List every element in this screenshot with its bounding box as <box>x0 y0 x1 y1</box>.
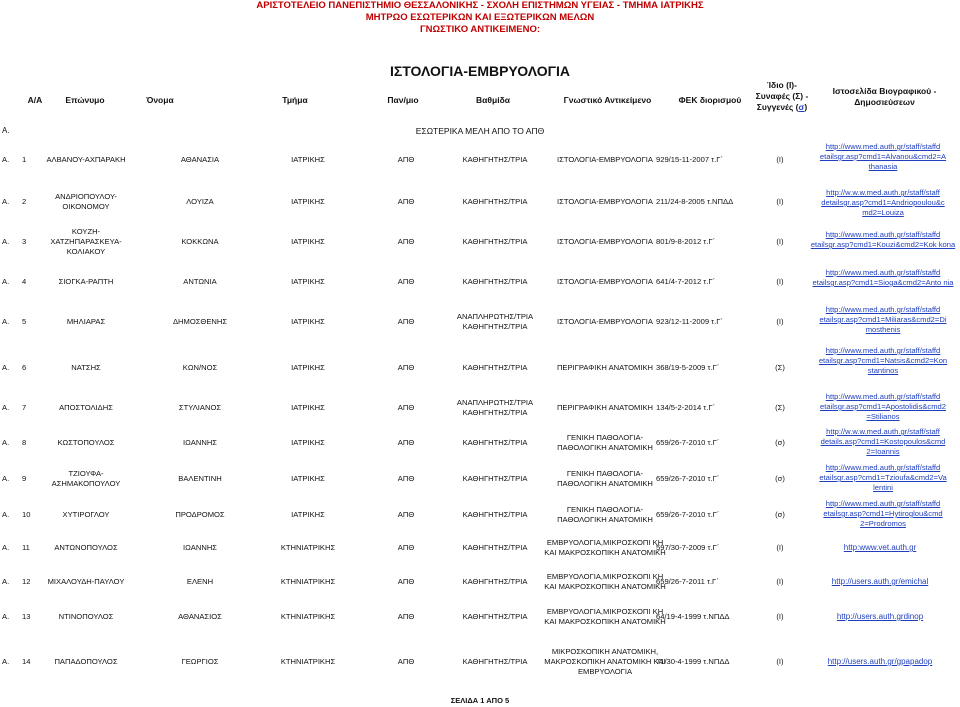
cell-surname: ΑΛΒΑΝΟΥ-ΑΧΠΑΡΑΚΗ <box>46 155 126 164</box>
cell-surname: ΝΑΤΣΗΣ <box>71 363 101 372</box>
cell-cat: Α. <box>2 543 10 552</box>
cell-name: ΑΝΤΩΝΙΑ <box>183 277 217 286</box>
cell-surname: ΑΝΔΡΙΟΠΟΥΛΟΥ-ΟΙΚΟΝΟΜΟΥ <box>55 192 117 211</box>
cell-name: ΔΗΜΟΣΘΕΝΗΣ <box>172 317 228 326</box>
bio-link[interactable]: http://www.med.auth.gr/staff/staffd etailsgr.asp?cmd1=Apostolidis&cmd2 =Stilianos <box>820 392 946 421</box>
cell-subject: ΓΕΝΙΚΗ ΠΑΘΟΛΟΓΙΑ-ΠΑΘΟΛΟΓΙΚΗ ΑΝΑΤΟΜΙΚΗ <box>557 433 653 452</box>
cell-n: 9 <box>22 474 27 483</box>
cell-dept: ΙΑΤΡΙΚΗΣ <box>291 474 325 483</box>
cell-subject: ΕΜΒΡΥΟΛΟΓΙΑ,ΜΙΚΡΟΣΚΟΠΙ ΚΗ ΚΑΙ ΜΑΚΡΟΣΚΟΠΙΚΗ ΑΝΑΤΟΜΙΚΗ <box>544 607 666 626</box>
cell-subject: ΓΕΝΙΚΗ ΠΑΘΟΛΟΓΙΑ-ΠΑΘΟΛΟΓΙΚΗ ΑΝΑΤΟΜΙΚΗ <box>557 505 653 524</box>
col-relation-line3 <box>752 102 812 113</box>
cell-rel: (Ι) <box>776 277 784 286</box>
cell-univ: ΑΠΘ <box>397 403 415 412</box>
cell-univ: ΑΠΘ <box>397 317 415 326</box>
cell-rank: ΚΑΘΗΓΗΤΗΣ/ΤΡΙΑ <box>462 612 528 621</box>
bio-link[interactable]: http://www.med.auth.gr/staff/staffd etailsgr.asp?cmd1=Hytiroglou&cmd 2=Prodromos <box>823 499 943 528</box>
col-website-line1: Ιστοσελίδα Βιογραφικού - <box>832 86 937 96</box>
cell-dept: ΙΑΤΡΙΚΗΣ <box>291 363 325 372</box>
cell-fek: 71/30-4-1999 τ.ΝΠΔΔ <box>656 657 730 666</box>
cell-univ: ΑΠΘ <box>397 363 415 372</box>
cell-dept: ΙΑΤΡΙΚΗΣ <box>291 510 325 519</box>
cell-n: 13 <box>22 612 31 621</box>
cell-rank: ΚΑΘΗΓΗΤΗΣ/ΤΡΙΑ <box>462 577 528 586</box>
cell-dept: ΙΑΤΡΙΚΗΣ <box>291 438 325 447</box>
bio-link[interactable]: http://www.med.auth.gr/staff/staffd etailsgr.asp?cmd1=Kouzi&cmd2=Kok kona <box>810 230 956 249</box>
cell-cat: Α. <box>2 612 10 621</box>
bio-link[interactable]: http://www.med.auth.gr/staff/staffd etailsgr.asp?cmd1=Alvanou&cmd2=A thanasia <box>819 142 947 171</box>
cell-rank: ΚΑΘΗΓΗΤΗΣ/ΤΡΙΑ <box>462 657 528 666</box>
cell-fek: 923/12-11-2009 τ.Γ΄ <box>656 317 723 326</box>
cell-subject: ΙΣΤΟΛΟΓΙΑ-ΕΜΒΡΥΟΛΟΓΙΑ <box>557 317 653 326</box>
col-fek: ΦΕΚ διορισμού <box>678 95 742 105</box>
cell-rel: (Σ) <box>775 403 785 412</box>
col-rank: Βαθμίδα <box>476 95 510 105</box>
cell-subject: ΙΣΤΟΛΟΓΙΑ-ΕΜΒΡΥΟΛΟΓΙΑ <box>557 197 653 206</box>
cell-univ: ΑΠΘ <box>397 277 415 286</box>
cell-n: 3 <box>22 237 27 246</box>
cell-surname: ΠΑΠΑΔΟΠΟΥΛΟΣ <box>54 657 118 666</box>
cell-n: 6 <box>22 363 27 372</box>
bio-link[interactable]: http://users.auth.gr/emichal <box>831 577 929 586</box>
cell-subject: ΠΕΡΙΓΡΑΦΙΚΗ ΑΝΑΤΟΜΙΚΗ <box>556 403 654 412</box>
cell-name: ΒΑΛΕΝΤΙΝΗ <box>178 474 222 483</box>
page-footer: ΣΕΛΙΔΑ 1 ΑΠΟ 5 <box>450 696 510 705</box>
cell-name: ΛΟΥΙΖΑ <box>186 197 214 206</box>
cell-rel: (Ι) <box>776 237 784 246</box>
cell-surname: ΑΝΤΩΝΟΠΟΥΛΟΣ <box>54 543 118 552</box>
cell-univ: ΑΠΘ <box>397 474 415 483</box>
cell-rank: ΚΑΘΗΓΗΤΗΣ/ΤΡΙΑ <box>462 237 528 246</box>
cell-surname: ΜΗΛΙΑΡΑΣ <box>66 317 106 326</box>
cell-dept: ΙΑΤΡΙΚΗΣ <box>291 155 325 164</box>
cell-name: ΓΕΩΡΓΙΟΣ <box>181 657 219 666</box>
cell-surname: ΧΥΤΙΡΟΓΛΟΥ <box>62 510 110 519</box>
cell-rank: ΚΑΘΗΓΗΤΗΣ/ΤΡΙΑ <box>462 543 528 552</box>
bio-link[interactable]: http://www.med.auth.gr/staff/staffd etailsgr.asp?cmd1=Tzioufa&cmd2=Va lentini <box>819 463 947 492</box>
cell-name: ΣΤΥΛΙΑΝΟΣ <box>178 403 222 412</box>
cell-univ: ΑΠΘ <box>397 237 415 246</box>
cell-rel: (Ι) <box>776 543 784 552</box>
col-relation <box>752 80 812 113</box>
section-title: ΕΣΩΤΕΡΙΚΑ ΜΕΛΗ ΑΠΟ ΤΟ ΑΠΘ <box>415 126 545 136</box>
cell-univ: ΑΠΘ <box>397 438 415 447</box>
cell-subject: ΕΜΒΡΥΟΛΟΓΙΑ,ΜΙΚΡΟΣΚΟΠΙ ΚΗ ΚΑΙ ΜΑΚΡΟΣΚΟΠΙΚΗ ΑΝΑΤΟΜΙΚΗ <box>544 538 666 557</box>
cell-n: 2 <box>22 197 27 206</box>
cell-n: 14 <box>22 657 31 666</box>
col-subject: Γνωστικό Αντικείμενο <box>563 95 652 105</box>
cell-rank: ΚΑΘΗΓΗΤΗΣ/ΤΡΙΑ <box>462 510 528 519</box>
bio-link[interactable]: http://users.auth.grdinop <box>836 612 924 621</box>
cell-cat: Α. <box>2 237 10 246</box>
cell-surname: ΚΩΣΤΟΠΟΥΛΟΣ <box>57 438 115 447</box>
cell-name: ΑΘΑΝΑΣΙΟΣ <box>178 612 222 621</box>
cell-surname: ΑΠΟΣΤΟΛΙΔΗΣ <box>59 403 113 412</box>
cell-cat: Α. <box>2 577 10 586</box>
cell-rank: ΑΝΑΠΛΗΡΩΤΗΣ/ΤΡΙΑ ΚΑΘΗΓΗΤΗΣ/ΤΡΙΑ <box>456 312 534 331</box>
col-aa: Α/Α <box>27 95 43 105</box>
cell-univ: ΑΠΘ <box>397 657 415 666</box>
cell-rel: (σ) <box>775 474 785 483</box>
bio-link[interactable]: http://w.w.w.med.auth.gr/staff/staff detailsgr.asp?cmd1=Andriopoulou&c md2=Louiza <box>821 188 945 217</box>
bio-link[interactable]: http://w.w.w.med.auth.gr/staff/staff details.asp?cmd1=Kostopoulos&cmd 2=Ioannis <box>820 427 946 456</box>
cell-n: 1 <box>22 155 27 164</box>
cell-cat: Α. <box>2 474 10 483</box>
document-title: ΙΣΤΟΛΟΓΙΑ-ΕΜΒΡΥΟΛΟΓΙΑ <box>389 63 571 79</box>
cell-fek: 134/5-2-2014 τ.Γ΄ <box>656 403 716 412</box>
col-relation-line1: Ίδιο (Ι)- <box>767 80 797 90</box>
cell-dept: ΙΑΤΡΙΚΗΣ <box>291 317 325 326</box>
cell-fek: 641/4-7-2012 τ.Γ΄ <box>656 277 716 286</box>
cell-rel: (σ) <box>775 510 785 519</box>
cell-subject: ΠΕΡΙΓΡΑΦΙΚΗ ΑΝΑΤΟΜΙΚΗ <box>556 363 654 372</box>
cell-univ: ΑΠΘ <box>397 612 415 621</box>
cell-fek: 64/19-4-1999 τ.ΝΠΔΔ <box>656 612 730 621</box>
cell-rel: (Ι) <box>776 155 784 164</box>
cell-univ: ΑΠΘ <box>397 155 415 164</box>
cell-rel: (Σ) <box>775 363 785 372</box>
bio-link[interactable]: http://www.med.auth.gr/staff/staffd etailsgr.asp?cmd1=Sioga&cmd2=Anto nia <box>812 268 954 287</box>
cell-rank: ΑΝΑΠΛΗΡΩΤΗΣ/ΤΡΙΑ ΚΑΘΗΓΗΤΗΣ/ΤΡΙΑ <box>456 398 534 417</box>
cell-surname: ΤΖΙΟΥΦΑ-ΑΣΗΜΑΚΟΠΟΥΛΟΥ <box>51 469 121 488</box>
cell-rel: (Ι) <box>776 197 784 206</box>
cell-name: ΑΘΑΝΑΣΙΑ <box>180 155 220 164</box>
cell-rel: (Ι) <box>776 317 784 326</box>
cell-rank: ΚΑΘΗΓΗΤΗΣ/ΤΡΙΑ <box>462 438 528 447</box>
cell-dept: ΚΤΗΝΙΑΤΡΙΚΗΣ <box>280 577 336 586</box>
col-relation-sym: σ <box>798 102 805 112</box>
col-website <box>812 86 957 108</box>
cell-rel: (Ι) <box>776 577 784 586</box>
col-website-line2: Δημοσιεύσεων <box>854 97 915 107</box>
cell-univ: ΑΠΘ <box>397 577 415 586</box>
cell-rank: ΚΑΘΗΓΗΤΗΣ/ΤΡΙΑ <box>462 474 528 483</box>
cell-cat: Α. <box>2 155 10 164</box>
cell-name: ΙΩΑΝΝΗΣ <box>183 543 217 552</box>
bio-link[interactable]: http://users.auth.gr/gpapadop <box>827 657 933 666</box>
cell-rank: ΚΑΘΗΓΗΤΗΣ/ΤΡΙΑ <box>462 277 528 286</box>
cell-rank: ΚΑΘΗΓΗΤΗΣ/ΤΡΙΑ <box>462 363 528 372</box>
cell-rank: ΚΑΘΗΓΗΤΗΣ/ΤΡΙΑ <box>462 197 528 206</box>
cell-cat: Α. <box>2 363 10 372</box>
cell-n: 12 <box>22 577 31 586</box>
cell-fek: 659/26-7-2010 τ.Γ΄ <box>656 510 720 519</box>
cell-surname: ΣΙΟΓΚΑ-ΡΑΠΤΗ <box>58 277 114 286</box>
cell-cat: Α. <box>2 510 10 519</box>
cell-n: 11 <box>22 543 30 552</box>
cell-n: 4 <box>22 277 27 286</box>
col-relation-pre: Συγγενές ( <box>756 102 799 112</box>
cell-dept: ΙΑΤΡΙΚΗΣ <box>291 403 325 412</box>
cell-surname: ΜΙΧΑΛΟΥΔΗ-ΠΑΥΛΟΥ <box>47 577 125 586</box>
cell-name: ΕΛΕΝΗ <box>186 577 214 586</box>
cell-n: 10 <box>22 510 31 519</box>
bio-link[interactable]: http:www.vet.auth.gr <box>843 543 917 552</box>
cell-univ: ΑΠΘ <box>397 510 415 519</box>
cell-fek: 929/15-11-2007 τ.Γ΄ <box>656 155 723 164</box>
cell-cat: Α. <box>2 197 10 206</box>
registry-header: ΜΗΤΡΩΟ ΕΣΩΤΕΡΙΚΩΝ ΚΑΙ ΕΞΩΤΕΡΙΚΩΝ ΜΕΛΩΝ <box>365 12 595 23</box>
cell-name: ΙΩΑΝΝΗΣ <box>183 438 217 447</box>
cell-fek: 597/30-7-2009 τ.Γ΄ <box>656 543 720 552</box>
cell-dept: ΙΑΤΡΙΚΗΣ <box>291 237 325 246</box>
cell-cat: Α. <box>2 317 10 326</box>
cell-fek: 801/9-8-2012 τ.Γ΄ <box>656 237 716 246</box>
cell-surname: ΚΟΥΖΗ-ΧΑΤΖΗΠΑΡΑΣΚΕΥΑ-ΚΟΛΙΑΚΟΥ <box>50 227 122 256</box>
cell-cat: Α. <box>2 277 10 286</box>
cell-fek: 659/26-7-2011 τ.Γ΄ <box>656 577 719 586</box>
cell-subject: ΙΣΤΟΛΟΓΙΑ-ΕΜΒΡΥΟΛΟΓΙΑ <box>557 277 653 286</box>
cell-subject: ΙΣΤΟΛΟΓΙΑ-ΕΜΒΡΥΟΛΟΓΙΑ <box>557 237 653 246</box>
col-name: Όνομα <box>146 95 174 105</box>
cell-univ: ΑΠΘ <box>397 197 415 206</box>
cell-dept: ΙΑΤΡΙΚΗΣ <box>291 197 325 206</box>
cell-name: ΠΡΟΔΡΟΜΟΣ <box>175 510 225 519</box>
cell-fek: 659/26-7-2010 τ.Γ΄ <box>656 474 720 483</box>
cell-rank: ΚΑΘΗΓΗΤΗΣ/ΤΡΙΑ <box>462 155 528 164</box>
cell-cat: Α. <box>2 438 10 447</box>
cell-cat: Α. <box>2 657 10 666</box>
col-dept: Τμήμα <box>282 95 308 105</box>
col-univ: Παν/μιο <box>387 95 419 105</box>
section-letter: Α. <box>2 126 10 135</box>
cell-fek: 368/19-5-2009 τ.Γ΄ <box>656 363 720 372</box>
cell-subject: ΙΣΤΟΛΟΓΙΑ-ΕΜΒΡΥΟΛΟΓΙΑ <box>557 155 653 164</box>
cell-subject: ΓΕΝΙΚΗ ΠΑΘΟΛΟΓΙΑ-ΠΑΘΟΛΟΓΙΚΗ ΑΝΑΤΟΜΙΚΗ <box>557 469 653 488</box>
university-header: ΑΡΙΣΤΟΤΕΛΕΙΟ ΠΑΝΕΠΙΣΤΗΜΙΟ ΘΕΣΣΑΛΟΝΙΚΗΣ - ΣΧΟΛΗ ΕΠΙΣΤΗΜΩΝ ΥΓΕΙΑΣ - ΤΜΗΜΑ ΙΑΤΡΙΚΗΣ <box>256 0 704 11</box>
cell-name: ΚΟΚΚΩΝΑ <box>181 237 219 246</box>
cell-subject: ΕΜΒΡΥΟΛΟΓΙΑ,ΜΙΚΡΟΣΚΟΠΙ ΚΗ ΚΑΙ ΜΑΚΡΟΣΚΟΠΙΚΗ ΑΝΑΤΟΜΙΚΗ <box>544 572 666 591</box>
bio-link[interactable]: http://www.med.auth.gr/staff/staffd etailsgr.asp?cmd1=Natsis&cmd2=Kon stantinos <box>818 346 948 375</box>
cell-subject: ΜΙΚΡΟΣΚΟΠΙΚΗ ΑΝΑΤΟΜΙΚΗ, ΜΑΚΡΟΣΚΟΠΙΚΗ ΑΝΑΤΟΜΙΚΗ ΚΑΙ ΕΜΒΡΥΟΛΟΓΙΑ <box>544 647 666 676</box>
col-relation-line2: Συναφές (Σ) - <box>755 91 809 101</box>
col-surname: Επώνυμο <box>65 95 105 105</box>
cell-surname: ΝΤΙΝΟΠΟΥΛΟΣ <box>58 612 114 621</box>
cell-rel: (Ι) <box>776 612 784 621</box>
cell-dept: ΙΑΤΡΙΚΗΣ <box>291 277 325 286</box>
cell-dept: ΚΤΗΝΙΑΤΡΙΚΗΣ <box>280 612 336 621</box>
cell-dept: ΚΤΗΝΙΑΤΡΙΚΗΣ <box>280 657 336 666</box>
cell-cat: Α. <box>2 403 10 412</box>
subject-header: ΓΝΩΣΤΙΚΟ ΑΝΤΙΚΕΙΜΕΝΟ: <box>419 24 541 35</box>
cell-n: 5 <box>22 317 27 326</box>
cell-n: 8 <box>22 438 27 447</box>
cell-fek: 659/26-7-2010 τ.Γ΄ <box>656 438 720 447</box>
cell-fek: 211/24-8-2005 τ.ΝΠΔΔ <box>656 197 734 206</box>
bio-link[interactable]: http://www.med.auth.gr/staff/staffd etailsgr.asp?cmd1=Miliaras&cmd2=Di mosthenis <box>819 305 947 334</box>
cell-dept: ΚΤΗΝΙΑΤΡΙΚΗΣ <box>280 543 336 552</box>
cell-rel: (σ) <box>775 438 785 447</box>
cell-n: 7 <box>22 403 27 412</box>
cell-rel: (Ι) <box>776 657 784 666</box>
cell-name: ΚΩΝ/ΝΟΣ <box>182 363 218 372</box>
cell-univ: ΑΠΘ <box>397 543 415 552</box>
col-relation-post: ) <box>804 102 808 112</box>
